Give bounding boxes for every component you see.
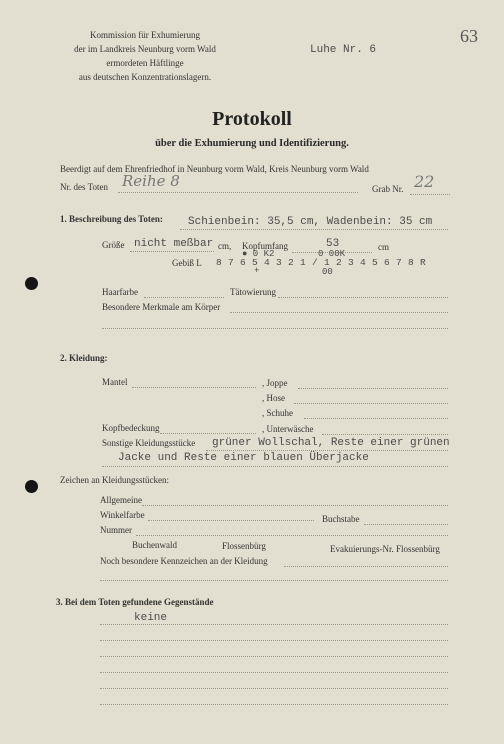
flossenburg-label: Flossenbürg (222, 541, 266, 551)
grave-label: Grab Nr. (372, 184, 404, 194)
row-value: Reihe 8 (122, 172, 180, 190)
row-label: Nr. des Toten (60, 182, 108, 192)
size-unit: cm, (218, 241, 232, 251)
other-clothing-line-2: Jacke und Reste einer blauen Überjacke (118, 452, 369, 464)
buchenwald-label: Buchenwald (132, 540, 177, 550)
reference-number: Luhe Nr. 6 (310, 44, 377, 56)
hair-label: Haarfarbe (102, 287, 138, 297)
burial-line: Beerdigt auf dem Ehrenfriedhof in Neunburg vorm Wald, Kreis Neunburg vorm Wald (60, 164, 369, 174)
number-label: Nummer (100, 525, 132, 535)
trousers-label: , Hose (262, 393, 285, 403)
jacket-label: , Joppe (262, 378, 288, 388)
bone-measurements: Schienbein: 35,5 cm, Wadenbein: 35 cm (188, 216, 433, 228)
evacuation-number-label: Evakuierungs-Nr. Flossenbürg (330, 544, 440, 554)
page-title: Protokoll (212, 108, 292, 130)
other-clothing-label: Sonstige Kleidungsstücke (102, 438, 196, 448)
punch-hole-bottom (25, 480, 38, 493)
grave-value: 22 (414, 172, 435, 191)
page-subtitle: über die Exhumierung und Identifizierung. (155, 138, 349, 149)
general-label: Allgemeine (100, 495, 142, 505)
teeth-upper-right: 0 00K (318, 249, 346, 259)
teeth-lower-left: + (254, 266, 260, 276)
underwear-label: , Unterwäsche (262, 424, 314, 434)
header-line-2: der im Landkreis Neunburg vorm Wald (74, 44, 216, 54)
teeth-label: Gebiß L (172, 258, 202, 268)
shoes-label: , Schuhe (262, 408, 293, 418)
letter-label: Buchstabe (322, 514, 360, 524)
coat-label: Mantel (102, 377, 128, 387)
size-label: Größe (102, 240, 125, 250)
commission-header (50, 28, 240, 84)
header-line-4: aus deutschen Konzentrationslagern. (78, 72, 212, 82)
found-items-value: keine (134, 612, 168, 624)
header-line-3: ermordeten Häftlinge (106, 58, 184, 68)
teeth-lower-right: 00 (322, 267, 333, 277)
section1-title: 1. Beschreibung des Toten: (60, 214, 163, 224)
head-circumference-unit: cm (378, 242, 389, 252)
teeth-row: 8 7 6 5 4 3 2 1 / 1 2 3 4 5 6 7 8 R (216, 257, 427, 268)
tattoo-label: Tätowierung (230, 287, 276, 297)
head-circumference-value: 53 (326, 238, 340, 250)
section3-title: 3. Bei dem Toten gefundene Gegenstände (56, 597, 214, 607)
clothing-marks-title: Zeichen an Kleidungsstücken: (60, 475, 169, 485)
size-value: nicht meßbar (134, 238, 214, 250)
punch-hole-top (25, 277, 38, 290)
head-circumference-label: Kopfumfang (242, 241, 288, 251)
further-marks-label: Noch besondere Kennzeichen an der Kleidung (100, 556, 268, 566)
triangle-color-label: Winkelfarbe (100, 510, 145, 520)
other-clothing-line-1: grüner Wollschal, Reste einer grünen (212, 437, 450, 449)
page-number: 63 (460, 26, 478, 46)
teeth-upper-left: ● 0 K2 (242, 249, 275, 259)
body-marks-label: Besondere Merkmale am Körper (102, 302, 221, 312)
headwear-label: Kopfbedeckung (102, 423, 160, 433)
section2-title: 2. Kleidung: (60, 353, 108, 363)
header-line-1: Kommission für Exhumierung (90, 30, 200, 40)
